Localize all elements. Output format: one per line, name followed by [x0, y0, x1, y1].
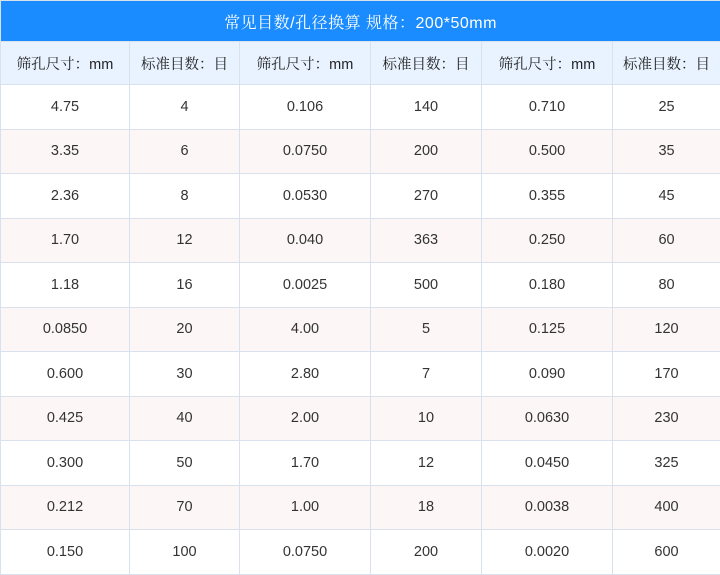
cell-mesh-2: 18	[371, 485, 482, 530]
cell-mesh-3: 325	[613, 441, 720, 486]
cell-mesh-3: 170	[613, 352, 720, 397]
cell-mesh-3: 35	[613, 129, 720, 174]
cell-aperture-2: 0.0750	[240, 129, 371, 174]
cell-mesh-2: 12	[371, 441, 482, 486]
cell-aperture-1: 0.600	[1, 352, 130, 397]
cell-mesh-1: 100	[130, 530, 240, 575]
cell-mesh-3: 80	[613, 263, 720, 308]
cell-mesh-3: 25	[613, 85, 720, 130]
cell-aperture-3: 0.090	[482, 352, 613, 397]
cell-mesh-2: 270	[371, 174, 482, 219]
cell-aperture-3: 0.250	[482, 218, 613, 263]
page-title: 常见目数/孔径换算 规格：200*50mm	[1, 1, 720, 42]
cell-aperture-2: 0.0530	[240, 174, 371, 219]
cell-aperture-1: 2.36	[1, 174, 130, 219]
cell-aperture-1: 1.18	[1, 263, 130, 308]
cell-aperture-1: 3.35	[1, 129, 130, 174]
table-body	[1, 85, 720, 575]
cell-aperture-1: 0.425	[1, 396, 130, 441]
cell-aperture-1: 4.75	[1, 85, 130, 130]
cell-aperture-2: 4.00	[240, 307, 371, 352]
cell-mesh-3: 600	[613, 530, 720, 575]
cell-mesh-3: 230	[613, 396, 720, 441]
cell-mesh-3: 45	[613, 174, 720, 219]
cell-aperture-2: 0.0025	[240, 263, 371, 308]
table-row	[1, 352, 720, 397]
cell-mesh-1: 20	[130, 307, 240, 352]
column-header-aperture-1: 筛孔尺寸：mm	[1, 42, 130, 85]
cell-mesh-3: 400	[613, 485, 720, 530]
cell-aperture-3: 0.125	[482, 307, 613, 352]
cell-aperture-3: 0.180	[482, 263, 613, 308]
cell-aperture-2: 2.80	[240, 352, 371, 397]
cell-mesh-2: 5	[371, 307, 482, 352]
cell-mesh-2: 7	[371, 352, 482, 397]
cell-aperture-1: 0.0850	[1, 307, 130, 352]
table-row	[1, 129, 720, 174]
cell-aperture-2: 1.00	[240, 485, 371, 530]
cell-mesh-1: 4	[130, 85, 240, 130]
cell-mesh-1: 6	[130, 129, 240, 174]
table-row	[1, 396, 720, 441]
cell-mesh-1: 8	[130, 174, 240, 219]
cell-aperture-2: 0.0750	[240, 530, 371, 575]
cell-aperture-3: 0.355	[482, 174, 613, 219]
column-header-mesh-1: 标准目数：目	[130, 42, 240, 85]
cell-aperture-3: 0.0450	[482, 441, 613, 486]
cell-aperture-2: 0.106	[240, 85, 371, 130]
cell-mesh-1: 16	[130, 263, 240, 308]
table-row	[1, 174, 720, 219]
cell-aperture-1: 0.212	[1, 485, 130, 530]
cell-aperture-1: 1.70	[1, 218, 130, 263]
cell-aperture-3: 0.0020	[482, 530, 613, 575]
column-header-aperture-2: 筛孔尺寸：mm	[240, 42, 371, 85]
column-header-mesh-3: 标准目数：目	[613, 42, 720, 85]
cell-mesh-2: 10	[371, 396, 482, 441]
column-header-aperture-3: 筛孔尺寸：mm	[482, 42, 613, 85]
cell-mesh-2: 140	[371, 85, 482, 130]
cell-aperture-2: 2.00	[240, 396, 371, 441]
cell-aperture-1: 0.150	[1, 530, 130, 575]
cell-mesh-2: 200	[371, 129, 482, 174]
cell-mesh-2: 363	[371, 218, 482, 263]
cell-aperture-2: 0.040	[240, 218, 371, 263]
table-row	[1, 218, 720, 263]
cell-aperture-3: 0.500	[482, 129, 613, 174]
cell-mesh-3: 60	[613, 218, 720, 263]
cell-aperture-2: 1.70	[240, 441, 371, 486]
table-row	[1, 441, 720, 486]
cell-mesh-2: 500	[371, 263, 482, 308]
table-row	[1, 263, 720, 308]
cell-mesh-1: 40	[130, 396, 240, 441]
table-head	[1, 1, 720, 85]
table-row	[1, 307, 720, 352]
cell-mesh-1: 12	[130, 218, 240, 263]
table-row	[1, 530, 720, 575]
table-row	[1, 85, 720, 130]
cell-mesh-1: 50	[130, 441, 240, 486]
cell-mesh-1: 30	[130, 352, 240, 397]
column-header-mesh-2: 标准目数：目	[371, 42, 482, 85]
cell-mesh-2: 200	[371, 530, 482, 575]
cell-aperture-3: 0.0630	[482, 396, 613, 441]
cell-mesh-1: 70	[130, 485, 240, 530]
cell-aperture-3: 0.0038	[482, 485, 613, 530]
table-header-row	[1, 42, 720, 85]
cell-mesh-3: 120	[613, 307, 720, 352]
table-row	[1, 485, 720, 530]
cell-aperture-1: 0.300	[1, 441, 130, 486]
cell-aperture-3: 0.710	[482, 85, 613, 130]
table-title-row	[1, 1, 720, 42]
